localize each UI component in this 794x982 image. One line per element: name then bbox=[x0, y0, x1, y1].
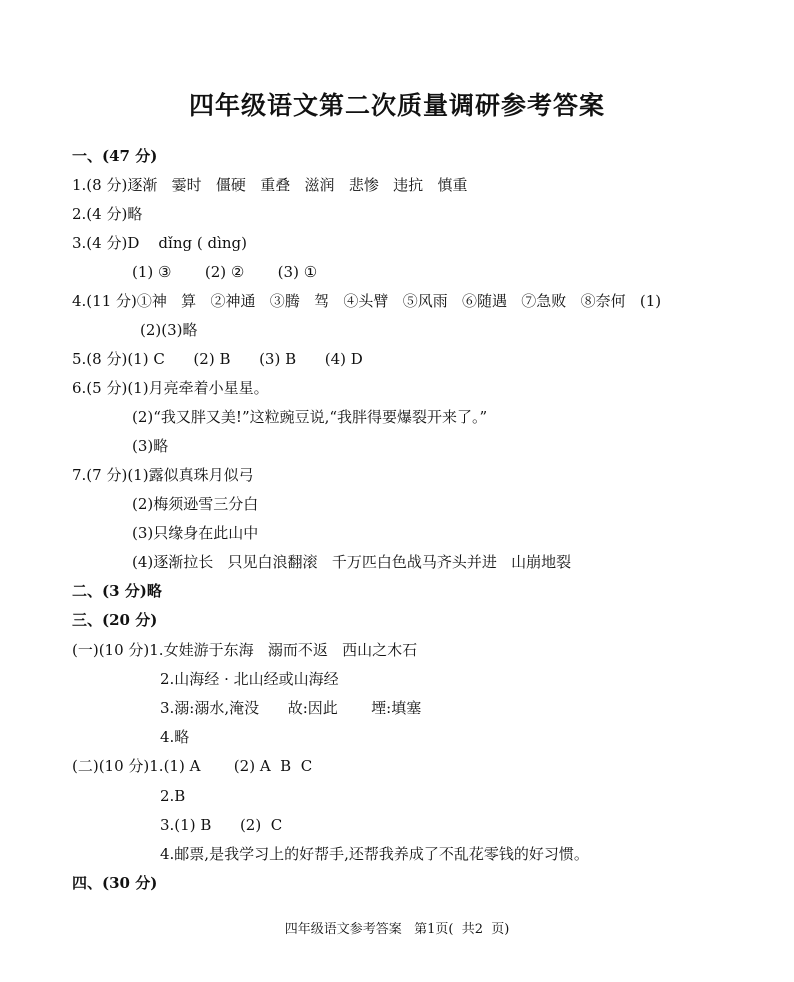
answer-1-7-2: (2)梅须逊雪三分白 bbox=[132, 495, 259, 513]
answer-3-1-3: 3.溺:溺水,淹没 故:因此 堙:填塞 bbox=[160, 699, 422, 717]
section-4-heading: 四、(30 分) bbox=[72, 874, 158, 892]
answer-1-6: 6.(5 分)(1)月亮牵着小星星。 bbox=[72, 379, 269, 397]
answer-3-1-1: (一)(10 分)1.女娃游于东海 溺而不返 西山之木石 bbox=[72, 641, 418, 659]
answer-3-2-3: 3.(1) B (2) C bbox=[160, 816, 283, 834]
answer-1-7: 7.(7 分)(1)露似真珠月似弓 bbox=[72, 466, 254, 484]
answer-1-6-2: (2)“我又胖又美!”这粒豌豆说,“我胖得要爆裂开来了。” bbox=[132, 408, 488, 426]
answer-1-1: 1.(8 分)逐渐 霎时 僵硬 重叠 滋润 悲惨 违抗 慎重 bbox=[72, 176, 468, 194]
answer-1-3: 3.(4 分)D dǐng ( dìng) bbox=[72, 234, 247, 252]
answer-1-5: 5.(8 分)(1) C (2) B (3) B (4) D bbox=[72, 350, 363, 368]
answer-1-4: 4.(11 分)①神 算 ②神通 ③腾 驾 ④头臂 ⑤风雨 ⑥随遇 ⑦急败 ⑧奈何 (1) bbox=[72, 292, 662, 310]
page-title: 四年级语文第二次质量调研参考答案 bbox=[188, 91, 605, 120]
section-3-heading: 三、(20 分) bbox=[72, 611, 158, 629]
page-footer: 四年级语文参考答案 第1页( 共2 页) bbox=[284, 922, 510, 937]
answer-3-2-1: (二)(10 分)1.(1) A (2) A B C bbox=[72, 757, 313, 775]
answer-3-1-4: 4.略 bbox=[160, 728, 190, 746]
answer-1-3-sub: (1) ③ (2) ② (3) ① bbox=[132, 263, 318, 281]
answer-1-4-cont: (2)(3)略 bbox=[140, 321, 198, 339]
answer-1-7-4: (4)逐渐拉长 只见白浪翻滚 千万匹白色战马齐头并进 山崩地裂 bbox=[132, 553, 572, 571]
section-1-heading: 一、(47 分) bbox=[72, 147, 158, 165]
answer-3-1-2: 2.山海经 · 北山经或山海经 bbox=[160, 670, 339, 688]
section-2-heading: 二、(3 分)略 bbox=[72, 582, 162, 600]
answer-1-6-3: (3)略 bbox=[132, 437, 169, 455]
answer-3-2-4: 4.邮票,是我学习上的好帮手,还帮我养成了不乱花零钱的好习惯。 bbox=[160, 845, 589, 863]
answer-1-2: 2.(4 分)略 bbox=[72, 205, 143, 223]
answer-1-7-3: (3)只缘身在此山中 bbox=[132, 524, 259, 542]
answer-3-2-2: 2.B bbox=[160, 787, 186, 805]
